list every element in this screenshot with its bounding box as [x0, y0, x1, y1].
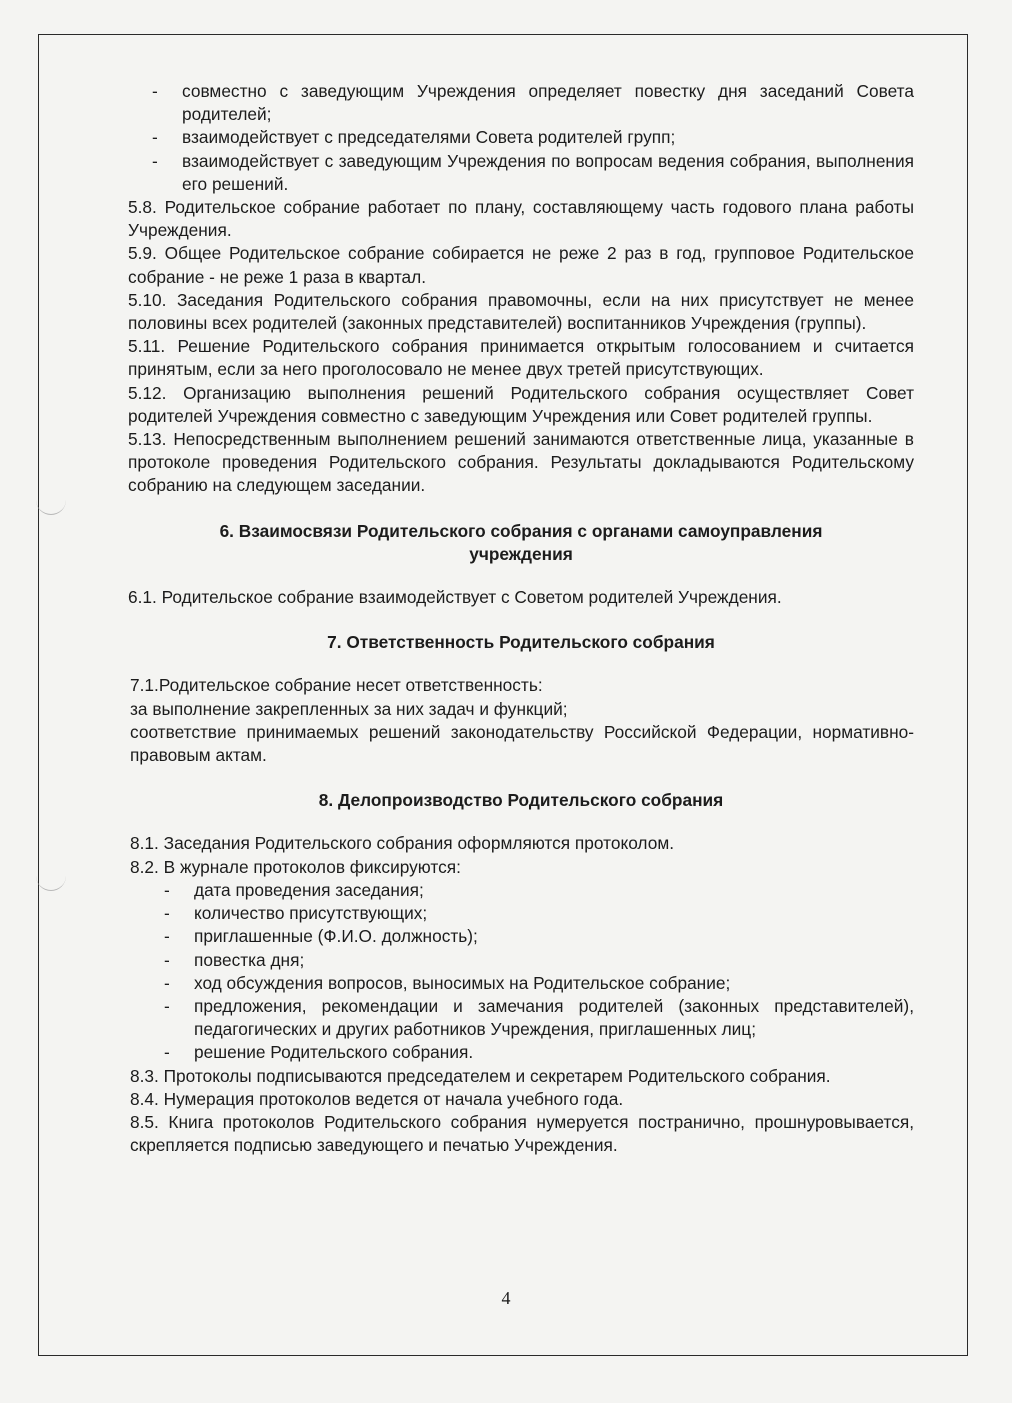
responsibility-line: за выполнение закрепленных за них задач и функций;: [130, 698, 568, 719]
section-6-heading: [128, 520, 914, 566]
list-item: - приглашенные (Ф.И.О. должность);: [128, 925, 914, 948]
list-item: - ход обсуждения вопросов, выносимых на Родительское собрание;: [128, 972, 914, 995]
paragraph-5-9: 5.9. Общее Родительское собрание собирается не реже 2 раз в год, групповое Родительское собрание - не реже 1 раза в квартал.: [128, 243, 914, 287]
paragraph-7-1: 7.1.Родительское собрание несет ответственность:: [130, 675, 543, 696]
list-item: - решение Родительского собрания.: [128, 1041, 914, 1064]
list-item: - дата проведения заседания;: [128, 879, 914, 902]
document-body: [128, 80, 914, 1157]
list-item: - количество присутствующих;: [128, 902, 914, 925]
paragraph-5-11: 5.11. Решение Родительского собрания принимается открытым голосованием и считается принятым, если за него проголосовало не менее двух третей присутствующих.: [128, 336, 914, 380]
list-item: - совместно с заведующим Учреждения определяет повестку дня заседаний Совета родителей;: [128, 80, 914, 126]
paragraph-8-2: 8.2. В журнале протоколов фиксируются:: [130, 856, 461, 877]
paragraph-6-1: 6.1. Родительское собрание взаимодействует с Советом родителей Учреждения.: [128, 587, 782, 608]
list-item: - предложения, рекомендации и замечания родителей (законных представителей), педагогических и других работников Учреждения, приглашенных лиц;: [128, 995, 914, 1041]
paragraph-5-10: 5.10. Заседания Родительского собрания правомочны, если на них присутствует не менее половины всех родителей (законных представителей) воспитанников Учреждения (группы).: [128, 289, 914, 334]
section-8-heading: 8. Делопроизводство Родительского собрания: [318, 790, 724, 811]
paragraph-5-8: 5.8. Родительское собрание работает по плану, составляющему часть годового плана работы Учреждения.: [128, 197, 914, 241]
paragraph-5-13: 5.13. Непосредственным выполнением решений занимаются ответственные лица, указанные в протоколе проведения Родительского собрания. Результаты докладываются Родительскому собранию на следующем заседании.: [128, 429, 914, 496]
paragraph-8-5: 8.5. Книга протоколов Родительского собрания нумеруется постранично, прошнуровывается, скрепляется подписью заведующего и печатью Учреждения.: [130, 1111, 914, 1156]
list-item: - взаимодействует с заведующим Учреждения по вопросам ведения собрания, выполнения его решений.: [128, 150, 914, 196]
section-6-heading-line1: 6. Взаимосвязи Родительского собрания с органами самоуправления: [219, 520, 823, 541]
paragraph-8-1: 8.1. Заседания Родительского собрания оформляются протоколом.: [130, 833, 675, 854]
list-item: - повестка дня;: [128, 949, 914, 972]
section-7-heading: 7. Ответственность Родительского собрания: [327, 632, 715, 653]
responsibility-line: соответствие принимаемых решений законодательству Российской Федерации, нормативно-правовым актам.: [130, 721, 914, 766]
paragraph-8-3: 8.3. Протоколы подписываются председателем и секретарем Родительского собрания.: [130, 1065, 831, 1086]
list-item: - взаимодействует с председателями Совета родителей групп;: [128, 126, 914, 149]
paragraph-8-4: 8.4. Нумерация протоколов ведется от начала учебного года.: [130, 1088, 624, 1109]
section-6-heading-line2: учреждения: [469, 543, 573, 564]
page-number: 4: [501, 1288, 511, 1308]
paragraph-5-12: 5.12. Организацию выполнения решений Родительского собрания осуществляет Совет родителей Учреждения совместно с заведующим Учреждения или Совет родителей группы.: [128, 382, 914, 426]
